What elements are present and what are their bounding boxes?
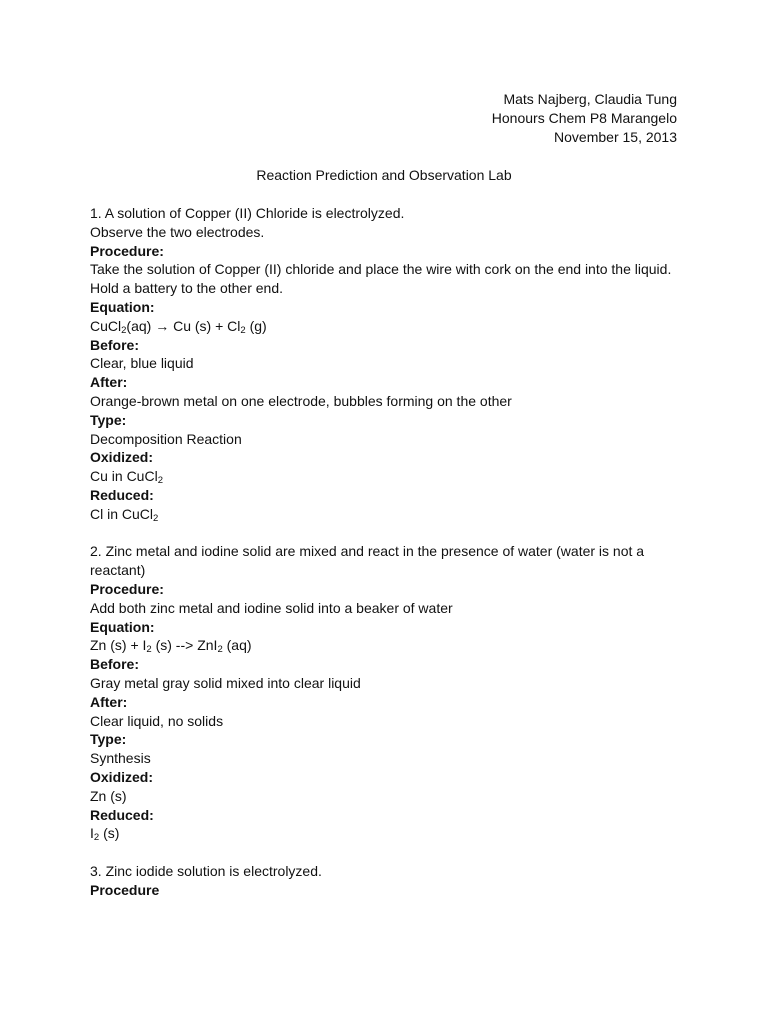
- q1-procedure-label: Procedure:: [90, 242, 164, 259]
- q1-reduced-subscript: 2: [153, 512, 159, 524]
- q1-equation-part: (g): [245, 317, 267, 334]
- q2-oxidized-label: Oxidized:: [90, 768, 154, 785]
- q2-after-label: After:: [90, 693, 128, 710]
- q2-equation: [90, 636, 690, 655]
- q1-reduced-label: Reduced:: [90, 486, 154, 503]
- q1-type-text: Decomposition Reaction: [90, 430, 242, 447]
- document-title: Reaction Prediction and Observation Lab: [256, 167, 512, 183]
- q2-procedure-label: Procedure:: [90, 580, 164, 597]
- q1-equation: [90, 317, 690, 336]
- authors: Mats Najberg, Claudia Tung: [503, 91, 677, 107]
- q2-reduced-subscript: 2: [93, 832, 100, 844]
- document-header: [492, 90, 677, 146]
- section-gap: [90, 843, 690, 862]
- q1-before-label: Before:: [90, 336, 140, 353]
- q1-before-text: Clear, blue liquid: [90, 355, 194, 372]
- q1-reduced-part: Cl in CuCl: [90, 505, 154, 522]
- q2-before-text: Gray metal gray solid mixed into clear liquid: [90, 674, 361, 691]
- q2-reduced-label: Reduced:: [90, 806, 154, 823]
- q2-type-label: Type:: [90, 731, 127, 748]
- q1-reduced-text: [90, 505, 690, 524]
- q1-after-label: After:: [90, 374, 128, 391]
- q1-procedure-text-2: Hold a battery to the other end.: [90, 280, 284, 297]
- date: November 15, 2013: [554, 128, 677, 145]
- q1-type-label: Type:: [90, 411, 127, 428]
- q1-oxidized-label: Oxidized:: [90, 449, 154, 466]
- q1-heading: 1. A solution of Copper (II) Chloride is electrolyzed.: [90, 205, 405, 221]
- document-body: [90, 204, 690, 899]
- q1-equation-part: CuCl: [90, 317, 122, 334]
- q2-procedure-text: Add both zinc metal and iodine solid into a beaker of water: [90, 599, 453, 616]
- q2-heading-1: 2. Zinc metal and iodine solid are mixed and react in the presence of water (water is not a: [90, 543, 645, 560]
- q3-procedure-label: Procedure: [90, 881, 160, 898]
- q1-oxidized-text: [90, 467, 690, 486]
- q1-oxidized-subscript: 2: [157, 475, 163, 487]
- section-gap: [90, 524, 690, 543]
- q1-procedure-text-1: Take the solution of Copper (II) chloride and place the wire with cork on the end into the liquid.: [90, 261, 672, 278]
- course: Honours Chem P8 Marangelo: [491, 109, 677, 126]
- q2-equation-subscript: 2: [217, 644, 223, 656]
- q3-heading: 3. Zinc iodide solution is electrolyzed.: [90, 862, 322, 879]
- q1-after-text: Orange-brown metal on one electrode, bubbles forming on the other: [90, 392, 512, 409]
- q1-subheading: Observe the two electrodes.: [90, 223, 265, 240]
- q2-equation-part: (aq): [222, 637, 252, 654]
- q2-reduced-part: (s): [99, 825, 120, 842]
- q2-before-label: Before:: [90, 656, 140, 673]
- q2-equation-part: (s) --> ZnI: [151, 637, 218, 654]
- q2-after-text: Clear liquid, no solids: [90, 712, 224, 729]
- q2-reduced-part: I: [90, 825, 94, 842]
- q1-equation-subscript: 2: [240, 324, 246, 336]
- q2-equation-label: Equation:: [90, 618, 155, 635]
- q2-type-text: Synthesis: [90, 750, 151, 767]
- q1-equation-label: Equation:: [90, 298, 155, 315]
- q2-equation-subscript: 2: [146, 644, 152, 656]
- q2-oxidized-text: Zn (s): [90, 787, 127, 804]
- q1-equation-subscript: 2: [121, 324, 127, 336]
- q2-reduced-text: [90, 824, 690, 843]
- q2-equation-part: Zn (s) + I: [90, 637, 147, 654]
- q1-oxidized-part: Cu in CuCl: [90, 468, 158, 485]
- q1-equation-part: (aq) → Cu (s) + Cl: [126, 317, 241, 334]
- q2-heading-2: reactant): [90, 562, 146, 579]
